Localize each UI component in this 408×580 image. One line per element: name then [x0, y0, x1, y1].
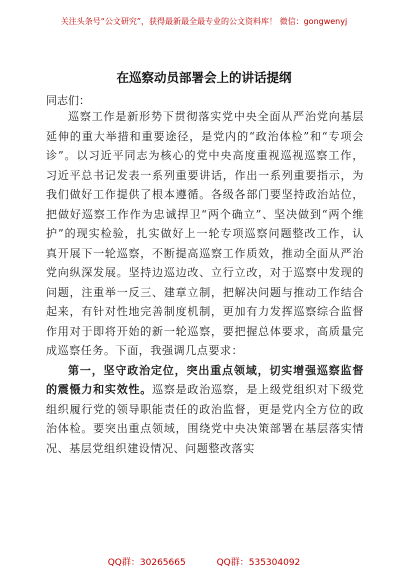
contact-footer — [0, 555, 408, 568]
document-body — [46, 107, 364, 458]
qq-group-1: QQ群：30265665 — [107, 558, 186, 568]
paragraph-2-heading: 第一，坚守政治定位，突出重点领域，切实增强巡察监督的震慑力和实效性。 — [46, 363, 364, 396]
salutation: 同志们： — [46, 94, 90, 107]
promo-header: 关注头条号“公文研究”，获得最新最全最专业的公文资料库！ 微信：gongwenyj — [60, 17, 348, 26]
paragraph-2 — [46, 361, 364, 459]
paragraph-2-text: 巡察是政治巡察，是上级党组织对下级党组织履行党的领导职能责任的政治监督，更是党内全方位的政治体检。要突出重点领域，围绕党中央决策部署在基层落实情况、基层党组织建设情况、问题整改落实 — [46, 383, 364, 455]
document-title: 在巡察动员部署会上的讲话提纲 — [116, 70, 292, 85]
qq-group-2: QQ群：535304092 — [216, 558, 301, 568]
paragraph-1: 巡察工作是新形势下贯彻落实党中央全面从严治党向基层延伸的重大举措和重要途径，是党内的“政治体检”和“专项会诊”。以习近平同志为核心的党中央高度重视巡视巡察工作，习近平总书记发表一系列重要讲话，作出一系列重要指示，为我们做好工作提供了根本遵循。各级各部门要坚持政治站位，把做好巡察工作作为忠诚捍卫“两个确立”、坚决做到“两个维护”的现实检验，扎实做好上一轮专项巡察问题整改工作，认真开展下一轮巡察，不断提高巡察工作质效，推动全面从严治党向纵深发展。坚持边巡边改、立行立改，对于巡察中发现的问题，注重举一反三、建章立制，把解决问题与推动工作结合起来，有针对性地完善制度机制，更加有力发挥巡察综合监督作用对于即将开始的新一轮巡察，要把握总体要求，高质量完成巡察任务。下面，我强调几点要求： — [46, 110, 364, 357]
